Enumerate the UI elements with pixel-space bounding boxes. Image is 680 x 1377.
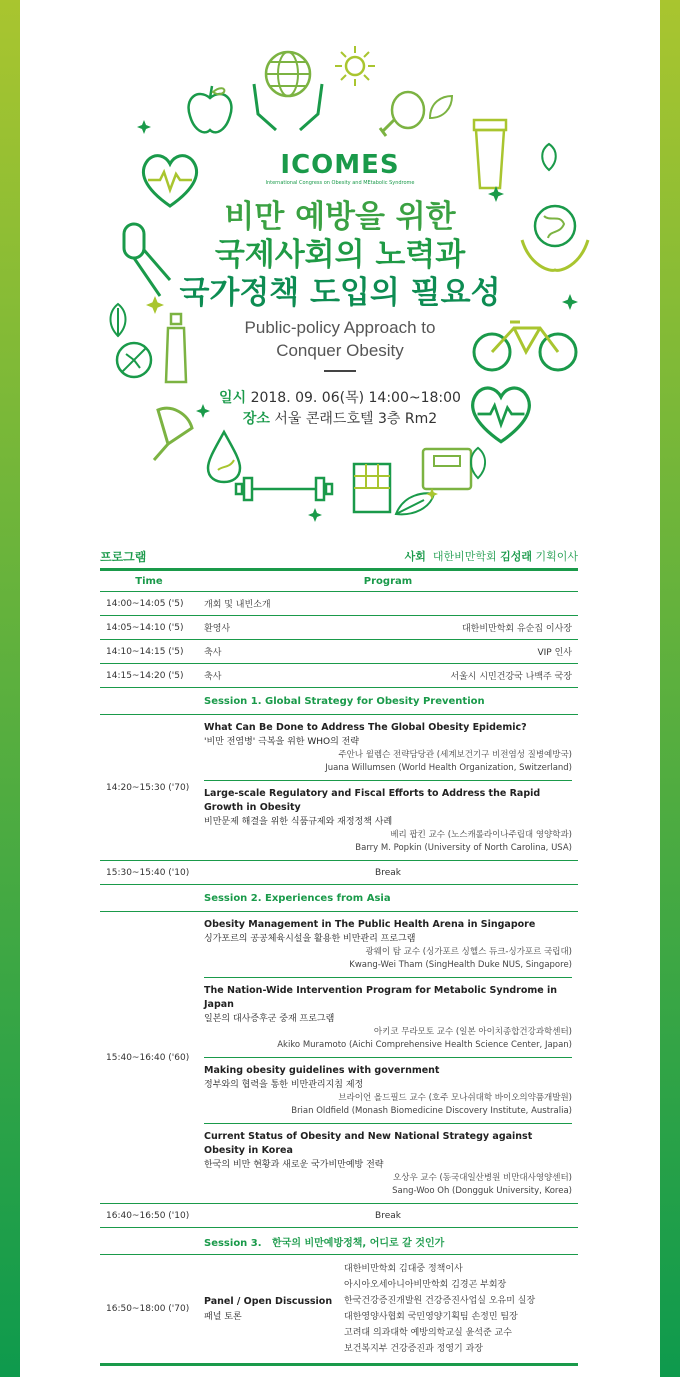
panelist: 한국건강증진개발원 건강증진사업실 오유미 실장: [344, 1296, 536, 1306]
break-time: 15:30~15:40 ('10): [100, 861, 198, 885]
row-item: 축사: [204, 672, 222, 682]
panelist: 대한영양사협회 국민영양기획팀 손정민 팀장: [344, 1312, 518, 1322]
talk-title-ko: 정부와의 협력을 통한 비만관리지침 제정: [204, 1080, 364, 1090]
panel-title-ko: 패널 토론: [204, 1312, 242, 1322]
talk-title-ko: '비만 전염병' 극복을 위한 WHO의 전략: [204, 737, 360, 747]
col-time-header: Time: [100, 570, 198, 592]
program-label: 프로그램: [100, 550, 147, 564]
apple-icon: [180, 80, 240, 140]
sparkle-icon: [137, 120, 151, 134]
moderator: [405, 548, 578, 564]
moderator-name: 김성래: [500, 550, 532, 563]
session-3-name: 한국의 비만예방정책, 어디로 갈 것인가: [272, 1237, 445, 1249]
talk-title-en: What Can Be Done to Address The Global Obesity Epidemic?: [204, 722, 527, 733]
speaker-ko: 광웨이 탐 교수 (싱가포르 싱헬스 듀크-싱가포르 국립대): [365, 947, 572, 957]
talk-title-ko: 싱가포르의 공공체육시설을 활용한 비만관리 프로그램: [204, 934, 416, 944]
sun-icon: [333, 44, 377, 88]
speaker-en: Barry M. Popkin (University of North Carolina, USA): [355, 843, 572, 853]
break-label: Break: [198, 861, 578, 885]
left-border: [0, 0, 20, 1377]
right-border: [660, 0, 680, 1377]
talk-title-ko: 한국의 비만 현황과 새로운 국가비만예방 전략: [204, 1160, 384, 1170]
break-row: [100, 1204, 578, 1228]
sparkle-icon: [426, 488, 438, 500]
moderator-title: 기획이사: [535, 550, 578, 563]
session-3-row: [100, 1255, 578, 1365]
speaker-ko: 브라이언 올드필드 교수 (호주 모나쉬대학 바이오의약품개발원): [338, 1093, 572, 1103]
row-item: 개회 및 내빈소개: [204, 600, 271, 610]
program-section: [100, 548, 578, 1366]
speaker-en: Kwang-Wei Tham (SingHealth Duke NUS, Singapore): [349, 960, 572, 970]
session-3-header: [100, 1228, 578, 1255]
speaker-en: Sang-Woo Oh (Dongguk University, Korea): [392, 1186, 572, 1196]
program-table: [100, 568, 578, 1366]
title-line-1: 비만 예방을 위한: [224, 199, 456, 235]
english-subtitle-line-1: Public-policy Approach to: [244, 318, 436, 337]
talk-item: [204, 1058, 572, 1124]
panelist-list: [344, 1261, 535, 1357]
row-item: 환영사: [204, 624, 231, 634]
session-3-title: [198, 1228, 578, 1255]
talk-item: [204, 978, 572, 1058]
drumstick-icon: [372, 80, 432, 140]
talk-title-en: Large-scale Regulatory and Fiscal Efforts to Address the Rapid Growth in Obesity: [204, 788, 541, 813]
talk-title-en: The Nation-Wide Intervention Program for Metabolic Syndrome in Japan: [204, 985, 558, 1010]
col-program-header: Program: [198, 570, 578, 592]
globe-hands-icon: [248, 44, 328, 134]
moderator-label: 사회: [404, 550, 426, 563]
talk-item: [204, 781, 572, 860]
speaker-en: Juana Willumsen (World Health Organization, Switzerland): [325, 763, 572, 773]
row-time: 14:10~14:15 ('5): [100, 640, 198, 664]
talk-title-en: Obesity Management in The Public Health Arena in Singapore: [204, 919, 536, 930]
session-1-row: [100, 715, 578, 861]
divider: [324, 370, 356, 372]
panelist: 대한비만학회 김대중 정책이사: [344, 1264, 463, 1274]
session-3-prefix: Session 3.: [204, 1237, 262, 1249]
talk-item: [204, 715, 572, 781]
panelist: 아시아오세아니아비만학회 김경곤 부회장: [344, 1280, 507, 1290]
break-time: 16:40~16:50 ('10): [100, 1204, 198, 1228]
speaker-ko: 아키코 무라모토 교수 (일본 아이치종합건강과학센터): [373, 1027, 572, 1037]
event-info: [20, 388, 660, 430]
icomes-logo-subtitle: International Congress on Obesity and MEtabolic Syndrome: [265, 180, 415, 186]
row-time: 14:15~14:20 ('5): [100, 664, 198, 688]
talk-item: [204, 1124, 572, 1203]
speaker-ko: 베리 팝킨 교수 (노스캐롤라이나주립대 영양학과): [390, 830, 572, 840]
session-2-header: [100, 885, 578, 912]
speaker-en: Akiko Muramoto (Aichi Comprehensive Health Science Center, Japan): [277, 1040, 572, 1050]
break-label: Break: [198, 1204, 578, 1228]
session-2-row: [100, 912, 578, 1204]
session-1-title: Session 1. Global Strategy for Obesity Prevention: [198, 688, 578, 715]
leaf-icon: [426, 92, 456, 122]
speaker-en: Brian Oldfield (Monash Biomedicine Discovery Institute, Australia): [291, 1106, 572, 1116]
break-row: [100, 861, 578, 885]
talk-title-ko: 비만문제 해결을 위한 식품규제와 재정정책 사례: [204, 817, 393, 827]
event-place: 서울 콘래드호텔 3층 Rm2: [274, 411, 438, 427]
session-2-time: 15:40~16:40 ('60): [100, 912, 198, 1204]
leaf-icon: [466, 446, 490, 480]
icomes-logo: ICOMES: [280, 150, 400, 180]
title-line-3: 국가정책 도입의 필요성: [179, 275, 501, 311]
session-1-time: 14:20~15:30 ('70): [100, 715, 198, 861]
event-date: 2018. 09. 06(목) 14:00~18:00: [250, 390, 461, 406]
talk-title-en: Current Status of Obesity and New National Strategy against Obesity in Korea: [204, 1131, 533, 1156]
row-speaker: VIP 인사: [537, 648, 572, 658]
hero: [20, 0, 660, 540]
talk-item: [204, 912, 572, 978]
table-row: [100, 640, 578, 664]
session-1-header: [100, 688, 578, 715]
talk-title-ko: 일본의 대사증후군 중재 프로그램: [204, 1014, 335, 1024]
row-item: 축사: [204, 648, 222, 658]
english-subtitle-line-2: Conquer Obesity: [276, 341, 404, 360]
table-row: [100, 664, 578, 688]
row-time: 14:05~14:10 ('5): [100, 616, 198, 640]
english-subtitle: [20, 316, 660, 362]
speaker-ko: 오상우 교수 (동국대일산병원 비만대사영양센터): [393, 1173, 572, 1183]
moderator-org: 대한비만학회: [432, 550, 497, 563]
talk-title-en: Making obesity guidelines with government: [204, 1065, 440, 1076]
row-speaker: 서울시 시민건강국 나백주 국장: [450, 672, 572, 682]
row-time: 14:00~14:05 ('5): [100, 592, 198, 616]
table-row: [100, 592, 578, 616]
session-2-title: Session 2. Experiences from Asia: [198, 885, 578, 912]
main-title: [20, 198, 660, 312]
place-label: 장소: [242, 411, 270, 427]
title-line-2: 국제사회의 노력과: [214, 237, 466, 273]
panelist: 보건복지부 건강증진과 정영기 과장: [344, 1344, 483, 1354]
chocolate-icon: [350, 460, 394, 516]
panelist: 고려대 의과대학 예방의학교실 윤석준 교수: [344, 1328, 512, 1338]
date-label: 일시: [219, 390, 247, 406]
table-row: [100, 616, 578, 640]
speaker-ko: 주안나 윌렘슨 전략담당관 (세계보건기구 비전염성 질병예방국): [338, 750, 572, 760]
panel-title-en: Panel / Open Discussion: [204, 1296, 333, 1307]
session-3-time: 16:50~18:00 ('70): [100, 1255, 198, 1365]
row-speaker: 대한비만학회 유순집 이사장: [461, 624, 572, 634]
sparkle-icon: [308, 508, 322, 522]
dumbbell-icon: [234, 474, 334, 504]
